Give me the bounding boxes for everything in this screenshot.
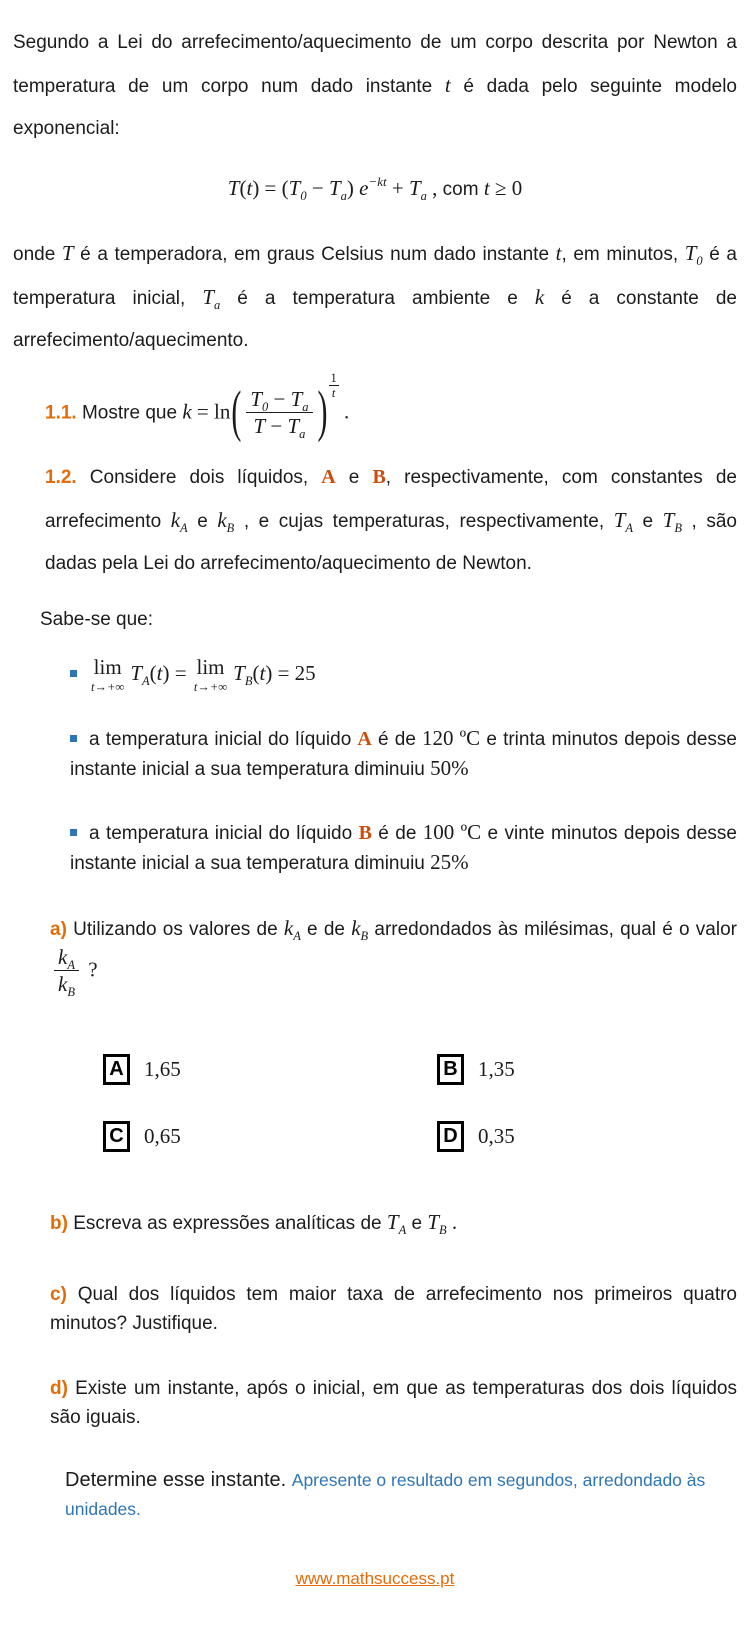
- text-segment: $T_A$: [386, 1210, 407, 1238]
- question-d: [13, 1374, 737, 1432]
- intro-paragraph: [13, 22, 737, 150]
- option-b-value: 1,35: [478, 1057, 515, 1082]
- option-a-value: 1,65: [144, 1057, 181, 1082]
- big-paren: ): [317, 380, 328, 444]
- text-segment: 100 ºC: [422, 819, 482, 844]
- text-segment: ) = 25: [265, 661, 316, 686]
- text-segment: B: [358, 821, 372, 844]
- text-segment: a temperatura inicial do líquido: [89, 728, 358, 750]
- text-segment: B: [372, 466, 386, 489]
- text-segment: e: [633, 511, 663, 533]
- text-segment: A: [321, 466, 336, 489]
- text-segment: , em minutos,: [561, 243, 685, 265]
- text-segment: t: [555, 240, 562, 265]
- text-segment: e: [406, 1213, 428, 1235]
- text-segment: Considere dois líquidos,: [76, 467, 322, 489]
- text-segment: é a constante de arrefecimento/aquecimento.: [13, 287, 737, 351]
- text-segment: é a temperatura ambiente e: [220, 287, 535, 309]
- text-segment: é a temperadora, em graus Celsius num dado instante: [73, 243, 556, 265]
- text-segment: é de: [371, 822, 423, 844]
- text-segment: é de: [371, 728, 423, 750]
- text-segment: [246, 386, 312, 414]
- text-segment: (: [252, 661, 260, 686]
- text-segment: $T_0$: [684, 240, 703, 268]
- text-segment: −: [265, 414, 288, 439]
- option-b-letter-box: B: [437, 1054, 464, 1085]
- text-segment: k: [534, 284, 545, 309]
- text-segment: 120 ºC: [422, 725, 481, 750]
- text-segment: [54, 944, 79, 972]
- text-segment: t: [483, 176, 490, 200]
- exponent-fraction: [329, 371, 339, 401]
- bullet-liquid-b-text: [70, 819, 737, 874]
- text-segment: $e^{-kt}$: [359, 174, 387, 200]
- text-segment: $k_A$: [58, 944, 75, 972]
- text-segment: Apresente o resultado em segundos, arredondado às unidades.: [65, 1470, 706, 1520]
- text-segment: a temperatura inicial do líquido: [89, 822, 359, 844]
- text-segment: $T_a$: [328, 176, 347, 203]
- text-segment: e vinte minutos depois desse instante inicial a sua temperatura diminuiu: [70, 822, 737, 874]
- mathsuccess-link[interactable]: www.mathsuccess.pt: [295, 1569, 455, 1589]
- determine-instruction: [13, 1466, 737, 1524]
- text-segment: lim: [196, 655, 225, 680]
- text-segment: (: [149, 661, 157, 686]
- text-segment: Escreva as expressões analíticas de: [67, 1213, 387, 1235]
- answer-options: [13, 1054, 737, 1152]
- question-1-2: [13, 456, 737, 585]
- text-segment: $T_a$: [202, 284, 221, 312]
- text-segment: ?: [82, 956, 98, 981]
- bullet-liquid-b: [13, 818, 737, 878]
- text-segment: b): [50, 1213, 68, 1235]
- limit-notation: [91, 657, 124, 694]
- text-segment: $T_a$: [408, 176, 427, 203]
- option-a-letter-box: A: [103, 1054, 130, 1085]
- option-d: [437, 1121, 737, 1152]
- text-segment: Existe um instante, após o inicial, em que as temperaturas dos dois líquidos são iguais.: [50, 1378, 737, 1429]
- text-segment: lim: [93, 655, 122, 680]
- text-segment: 1.2.: [45, 467, 77, 489]
- text-segment: d): [50, 1378, 68, 1400]
- option-d-letter-box: D: [437, 1121, 464, 1152]
- text-segment: Utilizando os valores de: [66, 918, 284, 940]
- text-segment: $T_B$: [233, 661, 253, 689]
- limit-equation: [89, 655, 316, 695]
- text-segment: $T_0$: [250, 386, 269, 414]
- text-segment: Sabe-se que:: [40, 609, 154, 631]
- text-segment: [54, 971, 79, 998]
- text-segment: $T_a$: [287, 414, 306, 442]
- text-segment: Segundo a Lei do arrefecimento/aquecimento de um corpo descrita por Newton a temperatura de um corpo num dado instante: [13, 32, 737, 97]
- question-b: [13, 1208, 737, 1238]
- bullet-square-icon: [70, 670, 77, 677]
- text-segment: e de: [300, 918, 352, 940]
- option-c-letter-box: C: [103, 1121, 130, 1152]
- text-segment: $k_B$: [351, 915, 369, 943]
- text-segment: ,: [426, 176, 443, 200]
- bullet-liquid-a-text: [70, 725, 737, 780]
- big-paren: (: [231, 380, 242, 444]
- text-segment: 1.1.: [45, 401, 77, 423]
- option-d-value: 0,35: [478, 1124, 515, 1149]
- question-1-1: [13, 370, 737, 444]
- footer: [13, 1558, 737, 1600]
- text-segment: , e cujas temperaturas, respectivamente,: [234, 511, 614, 533]
- text-segment: t: [246, 176, 253, 200]
- text-segment: a): [50, 918, 67, 940]
- text-segment: é dada pelo seguinte modelo exponencial:: [13, 76, 737, 139]
- text-segment: , respectivamente, com constantes de arrefecimento: [45, 467, 738, 533]
- text-segment: com: [442, 179, 484, 200]
- text-segment: , são dadas pela Lei do arrefecimento/aquecimento de Newton.: [45, 511, 737, 575]
- text-segment: +: [386, 176, 409, 200]
- text-segment: Mostre que: [76, 401, 183, 423]
- limit-notation: [194, 657, 227, 694]
- text-segment: Determine esse instante.: [65, 1469, 292, 1492]
- text-segment: $k_B$: [58, 972, 75, 1000]
- option-b: [437, 1054, 737, 1085]
- text-segment: .: [446, 1210, 458, 1235]
- text-segment: ): [346, 176, 360, 200]
- text-segment: .: [338, 398, 350, 423]
- fraction: [246, 386, 312, 441]
- text-segment: e trinta minutos depois desse instante inicial a sua temperatura diminuiu: [70, 728, 737, 780]
- text-segment: −: [306, 176, 329, 200]
- text-segment: e: [187, 511, 218, 533]
- text-segment: onde: [13, 243, 62, 265]
- bullet-square-icon: [70, 735, 77, 742]
- text-segment: 1: [330, 370, 337, 385]
- text-segment: T: [227, 176, 240, 200]
- text-segment: $T_0$: [288, 176, 307, 203]
- text-segment: t: [331, 386, 336, 401]
- text-segment: é a temperatura inicial,: [13, 243, 737, 309]
- text-segment: ≥ 0: [489, 176, 523, 200]
- text-segment: $T_B$: [427, 1210, 447, 1238]
- text-segment: $k_B$: [217, 508, 235, 536]
- text-segment: ) =: [162, 661, 192, 686]
- bullet-limit: [13, 657, 737, 694]
- text-segment: t: [444, 73, 451, 97]
- text-segment: Qual dos líquidos tem maior taxa de arrefecimento nos primeiros quatro minutos? Justifique.: [50, 1284, 737, 1335]
- text-segment: $T_A$: [613, 508, 634, 536]
- bullet-liquid-a: [13, 724, 737, 784]
- text-segment: 50%: [430, 755, 469, 780]
- question-c: [13, 1280, 737, 1338]
- text-segment: arredondados às milésimas, qual é o valor: [368, 918, 737, 940]
- text-segment: = ln: [191, 398, 231, 423]
- text-segment: 25%: [430, 849, 469, 874]
- text-segment: k: [182, 398, 192, 423]
- text-segment: [246, 413, 312, 440]
- option-c: [103, 1121, 437, 1152]
- text-segment: −: [268, 386, 291, 411]
- text-segment: $T_A$: [130, 661, 150, 689]
- variables-paragraph: [13, 232, 737, 362]
- option-a: [103, 1054, 437, 1085]
- bullet-square-icon: [70, 829, 77, 836]
- text-segment: $T_a$: [290, 386, 309, 414]
- text-segment: $T_B$: [662, 508, 682, 536]
- text-segment: (: [239, 176, 247, 200]
- known-facts-heading: [13, 599, 737, 641]
- text-segment: T: [253, 414, 266, 439]
- text-segment: t→+∞: [193, 680, 228, 695]
- text-segment: ) = (: [252, 176, 289, 200]
- newton-model-formula: [13, 172, 737, 206]
- text-segment: $k_A$: [170, 508, 188, 536]
- text-segment: t: [259, 661, 266, 686]
- question-a: [13, 914, 737, 999]
- option-c-value: 0,65: [144, 1124, 181, 1149]
- text-segment: A: [357, 727, 372, 750]
- fraction: [54, 944, 79, 999]
- text-segment: c): [50, 1284, 67, 1306]
- text-segment: t→+∞: [91, 680, 125, 695]
- text-segment: T: [61, 240, 74, 265]
- text-segment: t: [156, 661, 163, 686]
- text-segment: e: [335, 467, 373, 489]
- text-segment: $k_A$: [283, 915, 301, 943]
